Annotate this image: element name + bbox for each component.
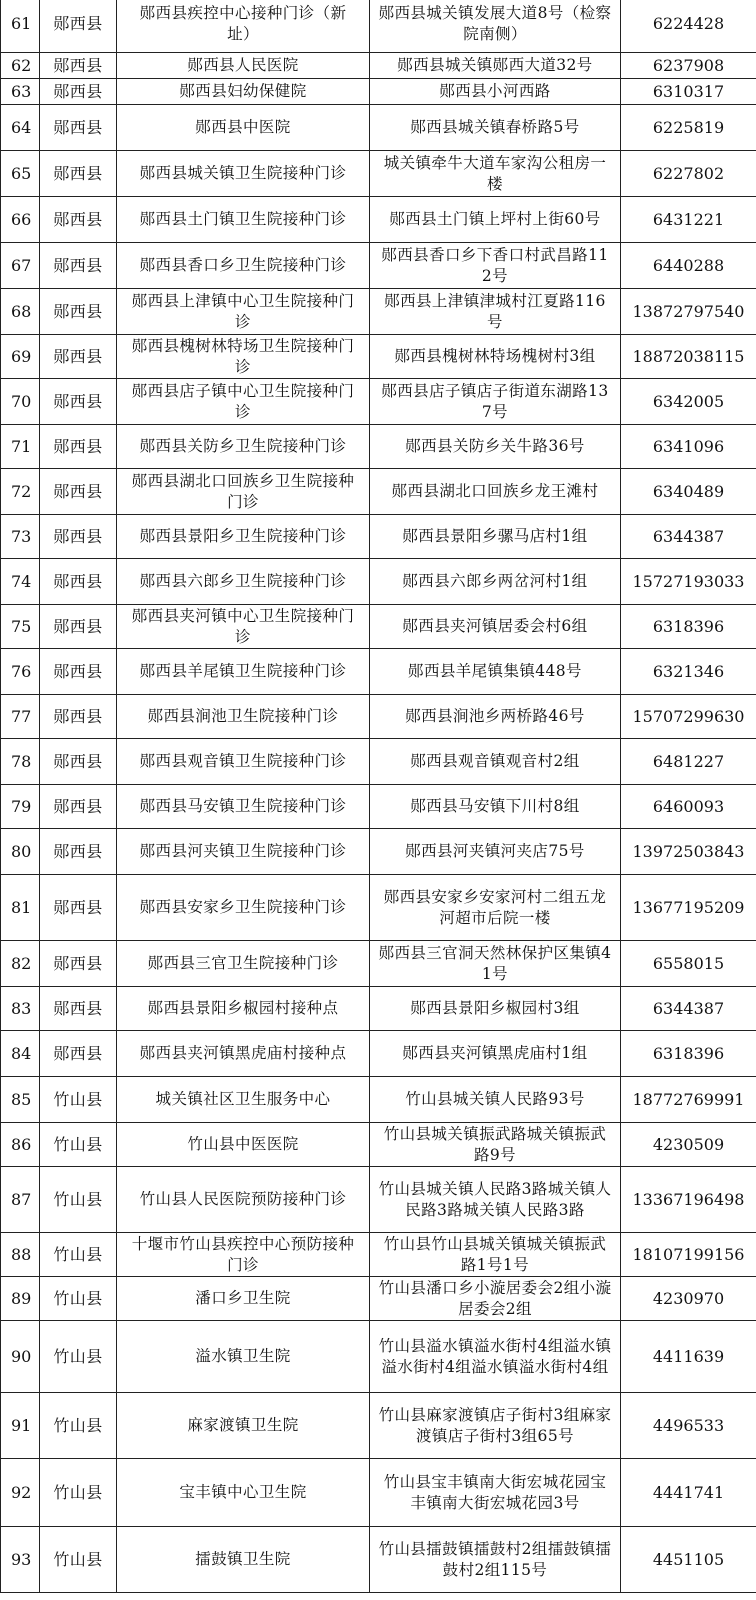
row-number: 81 [1,875,40,941]
table-row [1,243,756,289]
phone-cell: 15707299630 [621,695,756,739]
row-number: 83 [1,987,40,1031]
county-cell: 郧西县 [40,941,117,987]
row-number: 80 [1,829,40,875]
county-cell: 郧西县 [40,0,117,53]
address-cell: 郧西县湖北口回族乡龙王滩村 [370,469,621,515]
phone-cell: 15727193033 [621,559,756,605]
row-number: 92 [1,1459,40,1527]
site-name-cell: 郧西县湖北口回族乡卫生院接种门诊 [117,469,370,515]
site-name-cell: 潘口乡卫生院 [117,1277,370,1321]
site-name-cell: 郧西县观音镇卫生院接种门诊 [117,739,370,785]
site-name-cell: 郧西县疾控中心接种门诊（新址） [117,0,370,53]
phone-cell: 4411639 [621,1321,756,1393]
site-name-cell: 郧西县六郎乡卫生院接种门诊 [117,559,370,605]
table-row [1,197,756,243]
phone-cell: 6224428 [621,0,756,53]
county-cell: 竹山县 [40,1123,117,1167]
table-row [1,1277,756,1321]
address-cell: 郧西县夹河镇居委会村6组 [370,605,621,649]
table-row [1,425,756,469]
row-number: 91 [1,1393,40,1459]
table-row [1,785,756,829]
site-name-cell: 麻家渡镇卫生院 [117,1393,370,1459]
table-row [1,649,756,695]
address-cell: 郧西县河夹镇河夹店75号 [370,829,621,875]
address-cell: 竹山县竹山县城关镇城关镇振武路1号1号 [370,1233,621,1277]
address-cell: 郧西县城关镇发展大道8号（检察院南侧） [370,0,621,53]
row-number: 87 [1,1167,40,1233]
phone-cell: 6460093 [621,785,756,829]
row-number: 84 [1,1031,40,1077]
row-number: 88 [1,1233,40,1277]
table-row [1,1393,756,1459]
table-row [1,0,756,53]
address-cell: 郧西县夹河镇黑虎庙村1组 [370,1031,621,1077]
table-row [1,559,756,605]
county-cell: 竹山县 [40,1321,117,1393]
table-row [1,1031,756,1077]
table-row [1,79,756,105]
phone-cell: 6318396 [621,1031,756,1077]
site-name-cell: 郧西县店子镇中心卫生院接种门诊 [117,379,370,425]
row-number: 90 [1,1321,40,1393]
table-row [1,987,756,1031]
address-cell: 郧西县六郎乡两岔河村1组 [370,559,621,605]
row-number: 82 [1,941,40,987]
county-cell: 郧西县 [40,79,117,105]
site-name-cell: 郧西县上津镇中心卫生院接种门诊 [117,289,370,335]
site-name-cell: 郧西县槐树林特场卫生院接种门诊 [117,335,370,379]
address-cell: 竹山县城关镇人民路3路城关镇人民路3路城关镇人民路3路 [370,1167,621,1233]
site-name-cell: 宝丰镇中心卫生院 [117,1459,370,1527]
site-name-cell: 郧西县夹河镇中心卫生院接种门诊 [117,605,370,649]
row-number: 75 [1,605,40,649]
table-row [1,1167,756,1233]
county-cell: 郧西县 [40,649,117,695]
table-row [1,515,756,559]
county-cell: 竹山县 [40,1233,117,1277]
phone-cell: 13972503843 [621,829,756,875]
row-number: 69 [1,335,40,379]
county-cell: 郧西县 [40,1031,117,1077]
site-name-cell: 擂鼓镇卫生院 [117,1527,370,1593]
address-cell: 郧西县三官洞天然林保护区集镇41号 [370,941,621,987]
table-row [1,739,756,785]
phone-cell: 6341096 [621,425,756,469]
phone-cell: 4441741 [621,1459,756,1527]
row-number: 62 [1,53,40,79]
row-number: 70 [1,379,40,425]
table-row [1,1459,756,1527]
row-number: 63 [1,79,40,105]
address-cell: 郧西县小河西路 [370,79,621,105]
site-name-cell: 郧西县土门镇卫生院接种门诊 [117,197,370,243]
phone-cell: 4230509 [621,1123,756,1167]
address-cell: 郧西县城关镇郧西大道32号 [370,53,621,79]
site-name-cell: 郧西县妇幼保健院 [117,79,370,105]
address-cell: 竹山县潘口乡小漩居委会2组小漩居委会2组 [370,1277,621,1321]
phone-cell: 4230970 [621,1277,756,1321]
site-name-cell: 郧西县景阳乡椒园村接种点 [117,987,370,1031]
site-name-cell: 郧西县马安镇卫生院接种门诊 [117,785,370,829]
row-number: 74 [1,559,40,605]
table-body [1,0,756,1593]
table-row [1,875,756,941]
row-number: 64 [1,105,40,151]
address-cell: 竹山县擂鼓镇擂鼓村2组擂鼓镇擂鼓村2组115号 [370,1527,621,1593]
address-cell: 郧西县城关镇春桥路5号 [370,105,621,151]
address-cell: 郧西县羊尾镇集镇448号 [370,649,621,695]
site-name-cell: 郧西县中医院 [117,105,370,151]
address-cell: 竹山县城关镇人民路93号 [370,1077,621,1123]
site-name-cell: 城关镇社区卫生服务中心 [117,1077,370,1123]
row-number: 85 [1,1077,40,1123]
county-cell: 郧西县 [40,785,117,829]
row-number: 61 [1,0,40,53]
address-cell: 郧西县景阳乡骡马店村1组 [370,515,621,559]
site-name-cell: 十堰市竹山县疾控中心预防接种门诊 [117,1233,370,1277]
row-number: 72 [1,469,40,515]
table-row [1,1077,756,1123]
address-cell: 郧西县店子镇店子街道东湖路137号 [370,379,621,425]
table-row [1,941,756,987]
row-number: 89 [1,1277,40,1321]
phone-cell: 6237908 [621,53,756,79]
table-row [1,1123,756,1167]
phone-cell: 6225819 [621,105,756,151]
county-cell: 郧西县 [40,105,117,151]
table-row [1,695,756,739]
phone-cell: 18772769991 [621,1077,756,1123]
row-number: 66 [1,197,40,243]
table-row [1,1233,756,1277]
site-name-cell: 郧西县关防乡卫生院接种门诊 [117,425,370,469]
county-cell: 郧西县 [40,469,117,515]
site-name-cell: 竹山县人民医院预防接种门诊 [117,1167,370,1233]
table-row [1,1527,756,1593]
site-name-cell: 郧西县夹河镇黑虎庙村接种点 [117,1031,370,1077]
site-name-cell: 郧西县羊尾镇卫生院接种门诊 [117,649,370,695]
county-cell: 竹山县 [40,1393,117,1459]
table-row [1,335,756,379]
address-cell: 竹山县宝丰镇南大街宏城花园宝丰镇南大街宏城花园3号 [370,1459,621,1527]
table-row [1,379,756,425]
address-cell: 郧西县土门镇上坪村上街60号 [370,197,621,243]
row-number: 86 [1,1123,40,1167]
address-cell: 郧西县上津镇津城村江夏路116号 [370,289,621,335]
table-row [1,289,756,335]
phone-cell: 6481227 [621,739,756,785]
address-cell: 郧西县马安镇下川村8组 [370,785,621,829]
site-name-cell: 郧西县香口乡卫生院接种门诊 [117,243,370,289]
address-cell: 竹山县麻家渡镇店子街村3组麻家渡镇店子街村3组65号 [370,1393,621,1459]
phone-cell: 6227802 [621,151,756,197]
row-number: 78 [1,739,40,785]
row-number: 77 [1,695,40,739]
county-cell: 郧西县 [40,151,117,197]
county-cell: 竹山县 [40,1459,117,1527]
table-row [1,53,756,79]
address-cell: 郧西县关防乡关牛路36号 [370,425,621,469]
address-cell: 竹山县溢水镇溢水街村4组溢水镇溢水街村4组溢水镇溢水街村4组 [370,1321,621,1393]
row-number: 71 [1,425,40,469]
row-number: 67 [1,243,40,289]
site-name-cell: 郧西县安家乡卫生院接种门诊 [117,875,370,941]
address-cell: 郧西县香口乡下香口村武昌路112号 [370,243,621,289]
phone-cell: 4496533 [621,1393,756,1459]
table-row [1,1321,756,1393]
site-name-cell: 竹山县中医医院 [117,1123,370,1167]
site-name-cell: 郧西县三官卫生院接种门诊 [117,941,370,987]
address-cell: 郧西县观音镇观音村2组 [370,739,621,785]
row-number: 73 [1,515,40,559]
site-name-cell: 郧西县景阳乡卫生院接种门诊 [117,515,370,559]
county-cell: 郧西县 [40,289,117,335]
county-cell: 竹山县 [40,1527,117,1593]
address-cell: 城关镇牵牛大道车家沟公租房一楼 [370,151,621,197]
row-number: 76 [1,649,40,695]
site-name-cell: 溢水镇卫生院 [117,1321,370,1393]
phone-cell: 6431221 [621,197,756,243]
site-name-cell: 郧西县涧池卫生院接种门诊 [117,695,370,739]
county-cell: 郧西县 [40,829,117,875]
address-cell: 郧西县景阳乡椒园村3组 [370,987,621,1031]
county-cell: 郧西县 [40,605,117,649]
phone-cell: 6558015 [621,941,756,987]
phone-cell: 13872797540 [621,289,756,335]
row-number: 79 [1,785,40,829]
county-cell: 郧西县 [40,515,117,559]
phone-cell: 6344387 [621,515,756,559]
table-row [1,605,756,649]
row-number: 65 [1,151,40,197]
county-cell: 郧西县 [40,695,117,739]
site-name-cell: 郧西县城关镇卫生院接种门诊 [117,151,370,197]
county-cell: 郧西县 [40,335,117,379]
phone-cell: 6342005 [621,379,756,425]
phone-cell: 13367196498 [621,1167,756,1233]
phone-cell: 4451105 [621,1527,756,1593]
county-cell: 竹山县 [40,1277,117,1321]
phone-cell: 13677195209 [621,875,756,941]
table-row [1,151,756,197]
address-cell: 郧西县安家乡安家河村二组五龙河超市后院一楼 [370,875,621,941]
table-row [1,469,756,515]
phone-cell: 18107199156 [621,1233,756,1277]
phone-cell: 6344387 [621,987,756,1031]
phone-cell: 6340489 [621,469,756,515]
county-cell: 郧西县 [40,425,117,469]
county-cell: 郧西县 [40,379,117,425]
phone-cell: 6310317 [621,79,756,105]
county-cell: 郧西县 [40,739,117,785]
address-cell: 郧西县槐树林特场槐树村3组 [370,335,621,379]
county-cell: 郧西县 [40,197,117,243]
county-cell: 郧西县 [40,53,117,79]
address-cell: 郧西县涧池乡两桥路46号 [370,695,621,739]
site-name-cell: 郧西县人民医院 [117,53,370,79]
site-name-cell: 郧西县河夹镇卫生院接种门诊 [117,829,370,875]
phone-cell: 18872038115 [621,335,756,379]
county-cell: 竹山县 [40,1167,117,1233]
county-cell: 郧西县 [40,875,117,941]
county-cell: 郧西县 [40,559,117,605]
table-row [1,105,756,151]
county-cell: 郧西县 [40,243,117,289]
row-number: 93 [1,1527,40,1593]
phone-cell: 6318396 [621,605,756,649]
address-cell: 竹山县城关镇振武路城关镇振武路9号 [370,1123,621,1167]
table-row [1,829,756,875]
county-cell: 郧西县 [40,987,117,1031]
phone-cell: 6440288 [621,243,756,289]
phone-cell: 6321346 [621,649,756,695]
county-cell: 竹山县 [40,1077,117,1123]
row-number: 68 [1,289,40,335]
